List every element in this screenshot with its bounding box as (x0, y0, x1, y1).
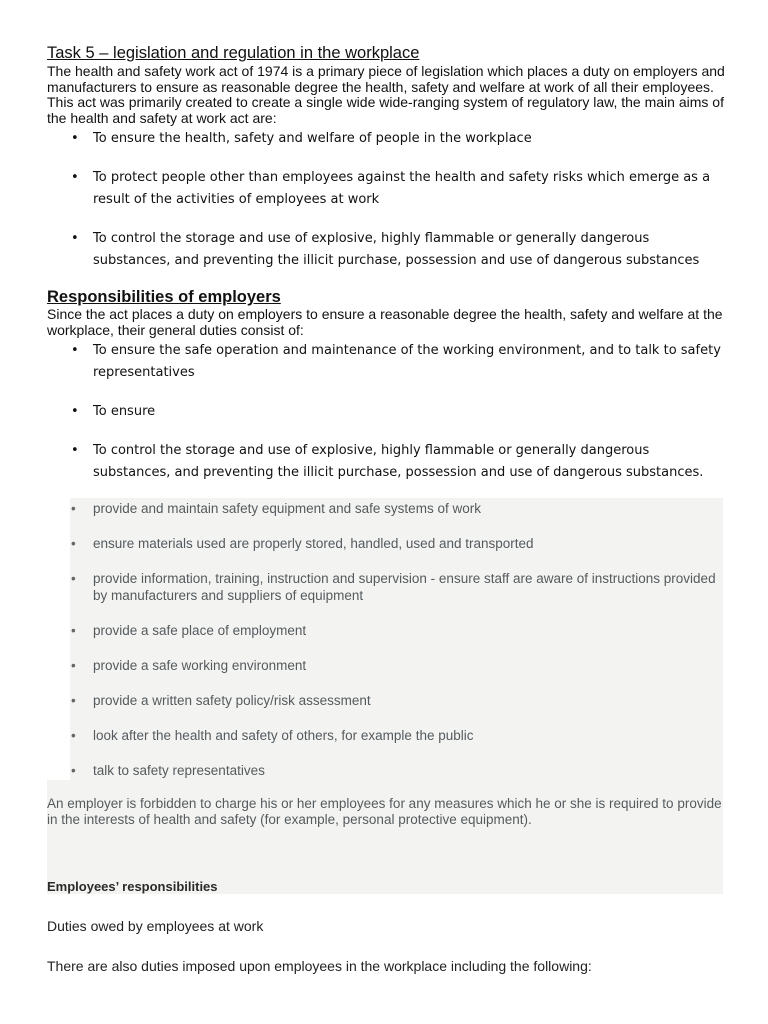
employers-heading: Responsibilities of employers (47, 288, 281, 306)
duties-owed-text: Duties owed by employees at work (47, 918, 264, 934)
bullet-icon: • (71, 728, 76, 743)
list-item: • provide a written safety policy/risk assessment (71, 693, 371, 708)
page-title: Task 5 – legislation and regulation in the workplace (47, 44, 420, 62)
bullet-icon: • (71, 343, 79, 358)
list-item: • provide information, training, instruction and supervision - ensure staff are aware of instructions provided by manufacturers and suppliers of equipment (71, 571, 716, 603)
list-item: • To ensure (47, 401, 727, 423)
bullet-icon: • (71, 693, 76, 708)
also-duties-text: There are also duties imposed upon employees in the workplace including the following: (47, 958, 592, 974)
list-item: • talk to safety representatives (71, 763, 265, 778)
employers-intro: Since the act places a duty on employers to ensure a reasonable degree the health, safety and welfare at the workplace, their general duties consist of: (47, 306, 723, 338)
bullet-icon: • (71, 571, 76, 586)
bullet-icon: • (71, 404, 79, 419)
bullet-icon: • (71, 763, 76, 778)
forbidden-paragraph: An employer is forbidden to charge his or her employees for any measures which he or she is required to provide in the interests of health and safety (for example, personal protective equipment). (47, 796, 722, 827)
list-item: • To ensure the safe operation and maintenance of the working environment, and to talk to safety representatives (47, 340, 727, 384)
aims-list (47, 128, 727, 289)
bullet-icon: • (71, 131, 79, 146)
list-item: • To protect people other than employees against the health and safety risks which emerge as a result of the activities of employees at work (47, 167, 727, 211)
bullet-icon: • (71, 658, 76, 673)
list-item: • To control the storage and use of explosive, highly flammable or generally dangerous substances, and preventing the illicit purchase, possession and use of dangerous substances. (47, 440, 727, 484)
list-item: • To ensure the health, safety and welfare of people in the workplace (47, 128, 727, 150)
employees-heading: Employees’ responsibilities (47, 879, 218, 894)
list-item: • provide a safe place of employment (71, 623, 307, 638)
list-item: • To control the storage and use of explosive, highly flammable or generally dangerous substances, and preventing the illicit purchase, possession and use of dangerous substances (47, 228, 727, 272)
employer-obligations-list (47, 498, 727, 797)
bullet-icon: • (71, 623, 76, 638)
list-item: • ensure materials used are properly stored, handled, used and transported (71, 536, 534, 551)
bullet-icon: • (71, 443, 79, 458)
bullet-icon: • (71, 170, 79, 185)
intro-paragraph: The health and safety work act of 1974 is a primary piece of legislation which places a duty on employers and manufacturers to ensure as reasonable degree the health, safety and welfare at work of all their employees. This act was primarily created to create a single wide wide-ranging system of regulatory law, the main aims of the health and safety at work act are: (47, 63, 725, 126)
list-item: • look after the health and safety of others, for example the public (71, 728, 474, 743)
list-item: • provide and maintain safety equipment and safe systems of work (71, 501, 481, 516)
bullet-icon: • (71, 501, 76, 516)
bullet-icon: • (71, 536, 76, 551)
bullet-icon: • (71, 231, 79, 246)
employer-duties-list (47, 340, 727, 501)
list-item: • provide a safe working environment (71, 658, 307, 673)
